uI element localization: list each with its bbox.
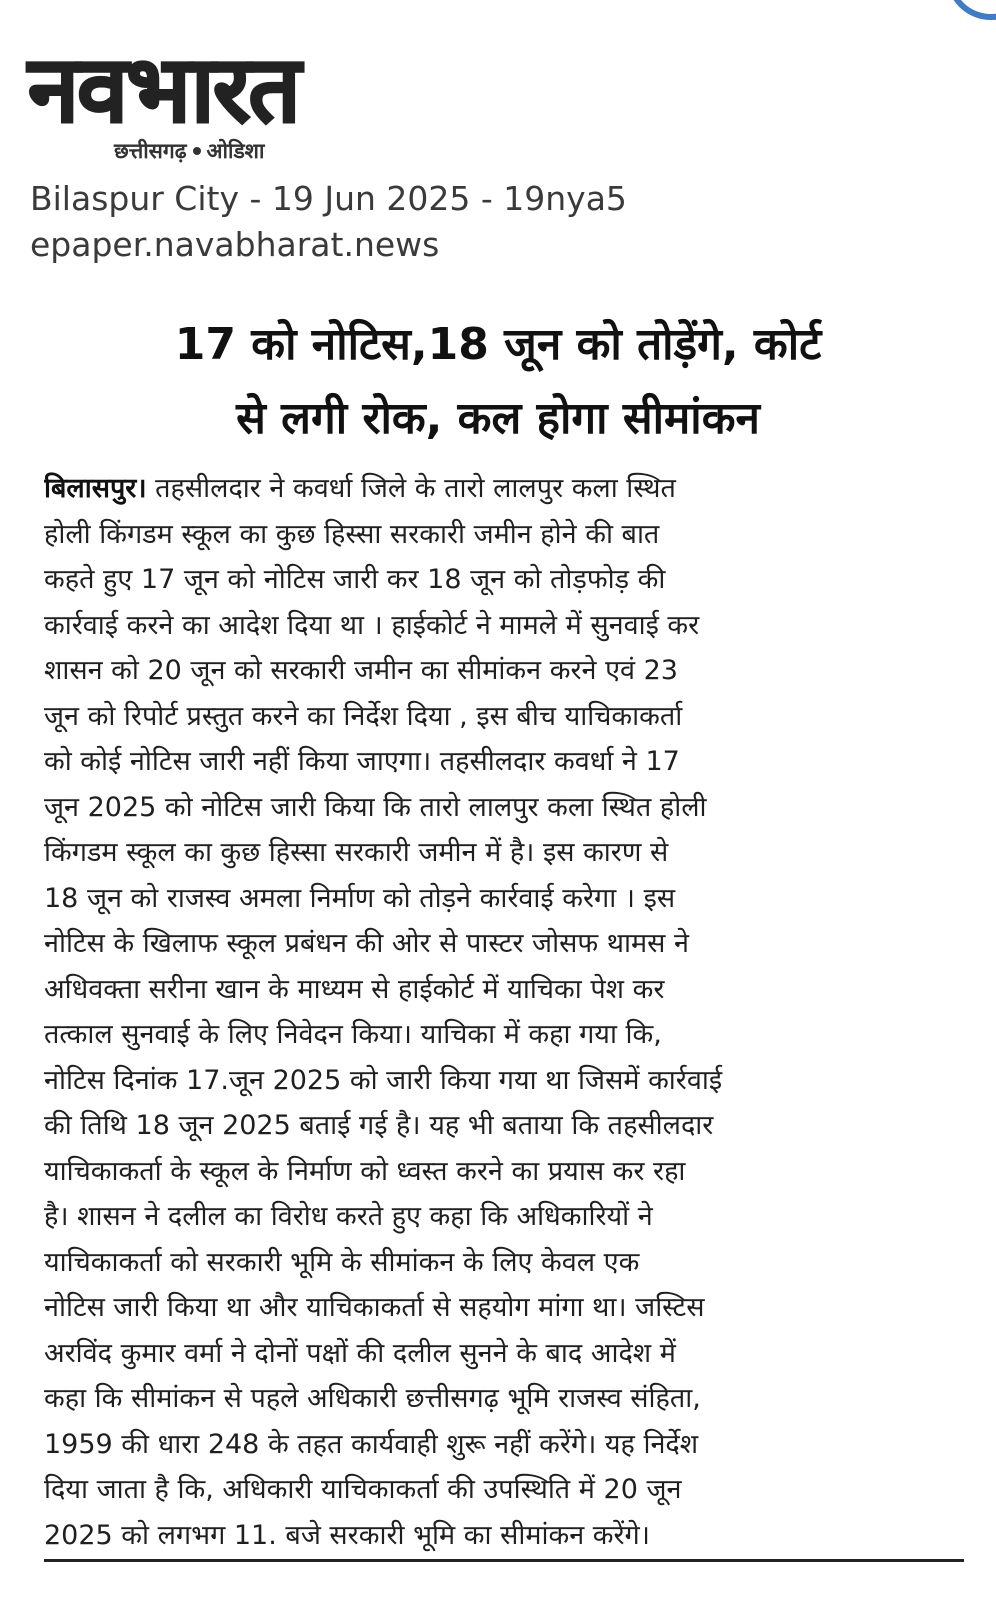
- headline-line-1: 17 को नोटिस,18 जून को तोड़ेंगे, कोर्ट: [174, 319, 822, 370]
- bottom-divider: [44, 1559, 964, 1562]
- body-line: किंगडम स्कूल का कुछ हिस्सा सरकारी जमीन में है। इस कारण से: [44, 837, 669, 868]
- body-line: को कोई नोटिस जारी नहीं किया जाएगा। तहसीलदार कवर्धा ने 17: [44, 746, 680, 777]
- bullet-icon: [193, 147, 201, 155]
- body-line: है। शासन ने दलील का विरोध करते हुए कहा कि अधिकारियों ने: [44, 1201, 653, 1232]
- body-line: याचिकाकर्ता को सरकारी भूमि के सीमांकन के लिए केवल एक: [44, 1246, 640, 1278]
- body-line: अरविंद कुमार वर्मा ने दोनों पक्षों की दलील सुनने के बाद आदेश में: [44, 1337, 676, 1369]
- body-line: कार्रवाई करने का आदेश दिया था । हाईकोर्ट ने मामले में सुनवाई कर: [44, 609, 700, 641]
- edition-meta: [30, 176, 627, 268]
- body-line: दिया जाता है कि, अधिकारी याचिकाकर्ता की उपस्थिति में 20 जून: [44, 1474, 682, 1505]
- article-headline: [30, 308, 966, 456]
- body-line-first: [44, 466, 924, 512]
- body-line: कहा कि सीमांकन से पहले अधिकारी छत्तीसगढ़ भूमि राजस्व संहिता,: [44, 1383, 701, 1414]
- body-line: 18 जून को राजस्व अमला निर्माण को तोड़ने कार्रवाई करेगा । इस: [44, 882, 676, 914]
- region-chhattisgarh: छत्तीसगढ़: [114, 139, 187, 163]
- newspaper-logo: नवभारत: [28, 36, 299, 143]
- body-line: की तिथि 18 जून 2025 बताई गई है। यह भी बताया कि तहसीलदार: [44, 1110, 714, 1141]
- masthead: [28, 36, 438, 165]
- body-line: शासन को 20 जून को सरकारी जमीन का सीमांकन करने एवं 23: [44, 655, 678, 686]
- body-line: नोटिस जारी किया था और याचिकाकर्ता से सहयोग मांगा था। जस्टिस: [44, 1292, 705, 1323]
- epaper-site: epaper.navabharat.news: [30, 225, 440, 264]
- body-line: 1959 की धारा 248 के तहत कार्यवाही शुरू नहीं करेंगे। यह निर्देश: [44, 1428, 699, 1460]
- first-line-text: तहसीलदार ने कवर्धा जिले के तारो लालपुर कला स्थित: [146, 473, 676, 504]
- body-line: कहते हुए 17 जून को नोटिस जारी कर 18 जून को तोड़फोड़ की: [44, 564, 666, 595]
- body-line: तत्काल सुनवाई के लिए निवेदन किया। याचिका में कहा गया कि,: [44, 1019, 662, 1050]
- edition-line: Bilaspur City - 19 Jun 2025 - 19nya5: [30, 179, 627, 218]
- body-line: याचिकाकर्ता के स्कूल के निर्माण को ध्वस्त करने का प्रयास कर रहा: [44, 1155, 686, 1187]
- dateline: बिलासपुर।: [44, 473, 147, 504]
- region-odisha: ओडिशा: [206, 139, 265, 163]
- corner-ring-decoration: [946, 0, 996, 20]
- body-line: जून को रिपोर्ट प्रस्तुत करने का निर्देश दिया , इस बीच याचिकाकर्ता: [44, 700, 683, 732]
- body-line: नोटिस के खिलाफ स्कूल प्रबंधन की ओर से पास्टर जोसफ थामस ने: [44, 928, 689, 959]
- body-line: होली किंगडम स्कूल का कुछ हिस्सा सरकारी जमीन होने की बात: [44, 518, 660, 550]
- body-line: अधिवक्ता सरीना खान के माध्यम से हाईकोर्ट में याचिका पेश कर: [44, 973, 665, 1005]
- body-line: जून 2025 को नोटिस जारी किया कि तारो लालपुर कला स्थित होली: [44, 791, 707, 823]
- article-body: [44, 466, 924, 1558]
- headline-line-2: से लगी रोक, कल होगा सीमांकन: [236, 393, 760, 444]
- body-line: 2025 को लगभग 11. बजे सरकारी भूमि का सीमांकन करेंगे।: [44, 1519, 650, 1551]
- body-line: नोटिस दिनांक 17.जून 2025 को जारी किया गया था जिसमें कार्रवाई: [44, 1064, 723, 1096]
- masthead-regions: [114, 137, 264, 165]
